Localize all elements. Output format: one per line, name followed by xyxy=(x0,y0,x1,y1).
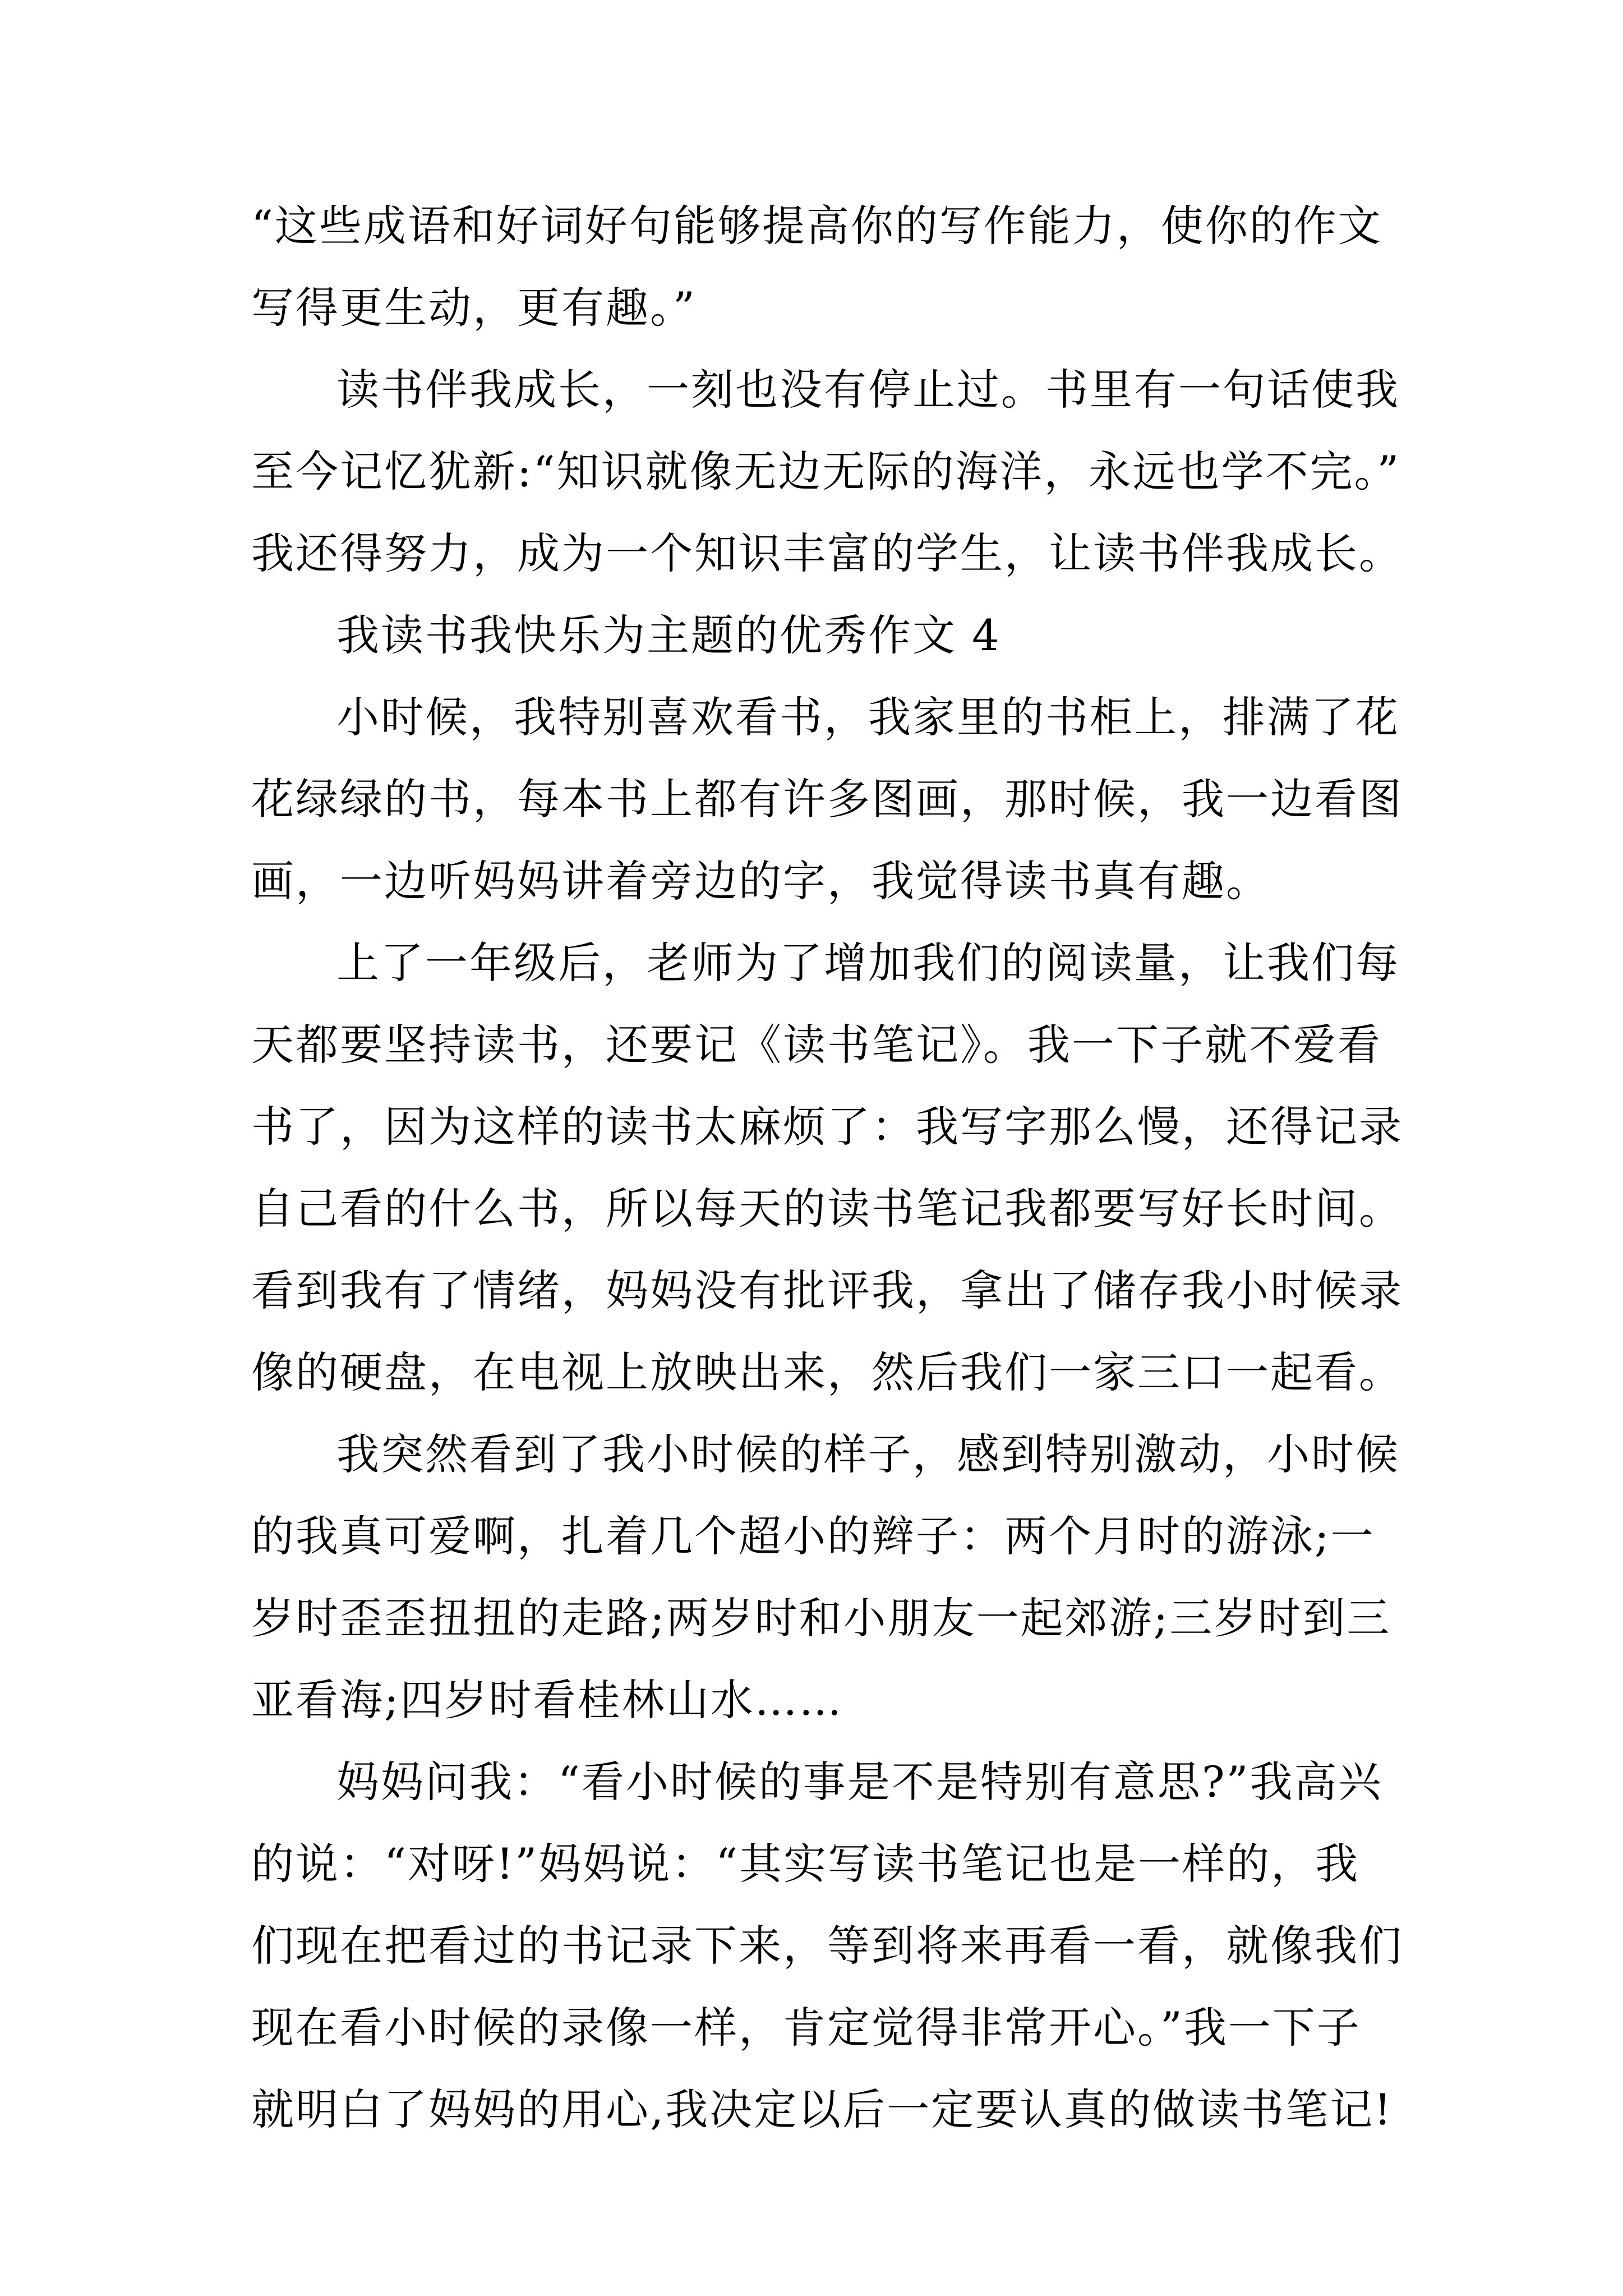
text-line: 花绿绿的书，每本书上都有许多图画，那时候，我一边看图 xyxy=(251,774,1403,824)
text-line: 的我真可爱啊，扎着几个超小的辫子：两个月时的游泳;一 xyxy=(251,1511,1375,1561)
text-line: 小时候，我特别喜欢看书，我家里的书柜上，排满了花 xyxy=(336,692,1400,742)
text-line: 亚看海;四岁时看桂林山水…… xyxy=(251,1675,843,1725)
text-line: 上了一年级后，老师为了增加我们的阅读量，让我们每 xyxy=(336,938,1400,988)
text-line: 的说：“对呀!”妈妈说：“其实写读书笔记也是一样的，我 xyxy=(251,1839,1360,1889)
text-line: 就明白了妈妈的用心,我决定以后一定要认真的做读书笔记! xyxy=(251,2085,1393,2134)
text-line: “这些成语和好词好句能够提高你的写作能力，使你的作文 xyxy=(251,201,1382,251)
text-line: 天都要坚持读书，还要记《读书笔记》。我一下子就不爱看 xyxy=(251,1020,1382,1070)
text-line: 妈妈问我：“看小时候的事是不是特别有意思?”我高兴 xyxy=(336,1757,1383,1807)
text-line: 岁时歪歪扭扭的走路;两岁时和小朋友一起郊游;三岁时到三 xyxy=(251,1593,1391,1643)
text-line: 我突然看到了我小时候的样子，感到特别激动，小时候 xyxy=(336,1429,1400,1479)
text-line: 看到我有了情绪，妈妈没有批评我，拿出了储存我小时候录 xyxy=(251,1266,1403,1315)
text-line: 画，一边听妈妈讲着旁边的字，我觉得读书真有趣。 xyxy=(251,856,1270,906)
document-body xyxy=(251,185,1418,2151)
text-line: 我还得努力，成为一个知识丰富的学生，让读书伴我成长。 xyxy=(251,528,1403,578)
text-line: 读书伴我成长，一刻也没有停止过。书里有一句话使我 xyxy=(336,365,1400,415)
text-line: 现在看小时候的录像一样，肯定觉得非常开心。”我一下子 xyxy=(251,2003,1361,2053)
section-heading: 我读书我快乐为主题的优秀作文 4 xyxy=(336,610,1001,660)
text-line: 像的硬盘，在电视上放映出来，然后我们一家三口一起看。 xyxy=(251,1347,1403,1397)
text-line: 书了，因为这样的读书太麻烦了：我写字那么慢，还得记录 xyxy=(251,1102,1403,1152)
text-line: 们现在把看过的书记录下来，等到将来再看一看，就像我们 xyxy=(251,1921,1403,1971)
text-line: 自己看的什么书，所以每天的读书笔记我都要写好长时间。 xyxy=(251,1184,1403,1234)
text-line: 写得更生动，更有趣。” xyxy=(251,283,697,333)
text-line: 至今记忆犹新:“知识就像无边无际的海洋，永远也学不完。” xyxy=(251,447,1401,496)
